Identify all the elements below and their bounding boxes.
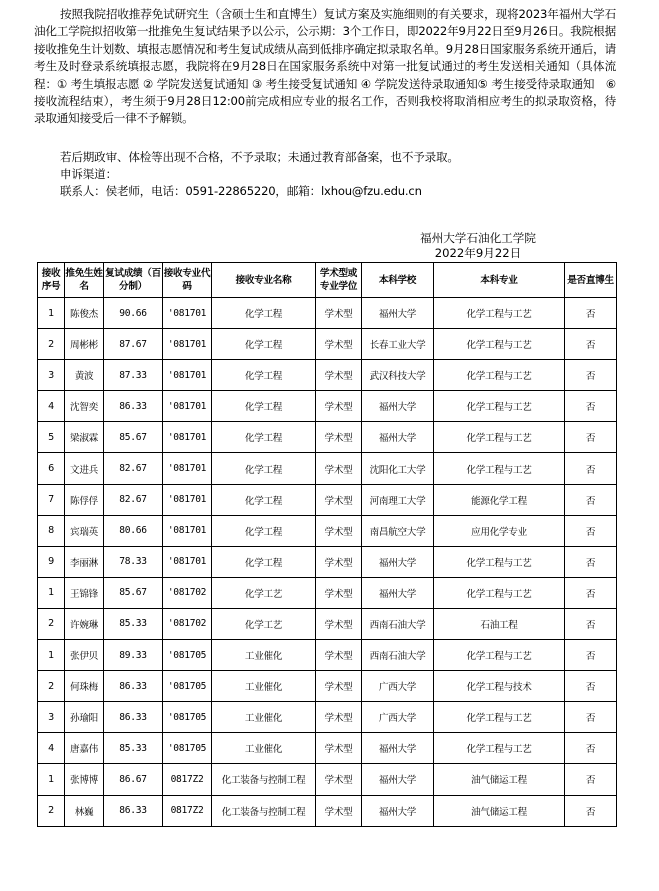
seq-cell: 4 (38, 391, 65, 422)
type-cell: 学术型 (316, 795, 362, 826)
direct-phd-cell: 否 (565, 764, 617, 795)
name-cell: 孙瑜阳 (65, 702, 104, 733)
direct-phd-cell: 否 (565, 298, 617, 329)
score-cell: 86.33 (104, 795, 163, 826)
undergrad-major-cell: 石油工程 (434, 608, 565, 639)
table-row (38, 422, 617, 453)
direct-phd-cell: 否 (565, 577, 617, 608)
direct-phd-cell: 否 (565, 391, 617, 422)
undergrad-major-cell: 化学工程与工艺 (434, 546, 565, 577)
score-cell: 80.66 (104, 515, 163, 546)
code-cell: '081705 (163, 733, 212, 764)
col-name-header: 推免生姓名 (65, 263, 104, 298)
name-cell: 林巍 (65, 795, 104, 826)
table-row (38, 702, 617, 733)
type-cell: 学术型 (316, 702, 362, 733)
undergrad-major-cell: 化学工程与工艺 (434, 733, 565, 764)
undergrad-major-cell: 化学工程与工艺 (434, 577, 565, 608)
name-cell: 许婉琳 (65, 608, 104, 639)
code-cell: '081705 (163, 671, 212, 702)
school-cell: 福州大学 (362, 764, 434, 795)
undergrad-major-cell: 化学工程与工艺 (434, 702, 565, 733)
undergrad-major-cell: 化学工程与工艺 (434, 453, 565, 484)
school-cell: 福州大学 (362, 577, 434, 608)
col-school-header: 本科学校 (362, 263, 434, 298)
table-row (38, 671, 617, 702)
seq-cell: 2 (38, 795, 65, 826)
code-cell: '081702 (163, 608, 212, 639)
type-cell: 学术型 (316, 608, 362, 639)
school-cell: 西南石油大学 (362, 608, 434, 639)
score-cell: 89.33 (104, 640, 163, 671)
type-cell: 学术型 (316, 422, 362, 453)
seq-cell: 7 (38, 484, 65, 515)
major-cell: 化学工程 (212, 453, 316, 484)
notice-paragraph-main: 按照我院招收推荐免试研究生（含硕士生和直博生）复试方案及实施细则的有关要求，现将2023年福州大学石油化工学院拟招收第一批推免生复试结果予以公示，公示期：3个工作日，即2022年9月22日至9月26日。我院根据接收推免生计划数、填报志愿情况和考生复试成绩从高到低排序确定拟录取名单。9月28日国家服务系统开通后，请考生及时登录系统填报志愿，我院将在9月28日在国家服务系统中对第一批复试通过的考生发送相关通知（具体流程：① 考生填报志愿 ② 学院发送复试通知 ③ 考生接受复试通知 ④ 学院发送待录取通知⑤ 考生接受待录取通知 ⑥接收流程结束），考生须于9月28日12:00前完成相应专业的报名工作，否则我校将取消相应考生的拟录取资格，待录取通知接受后一律不予解锁。 (34, 7, 616, 126)
name-cell: 黄波 (65, 360, 104, 391)
type-cell: 学术型 (316, 577, 362, 608)
score-cell: 86.33 (104, 671, 163, 702)
major-cell: 化工装备与控制工程 (212, 795, 316, 826)
col-code-header: 接收专业代码 (163, 263, 212, 298)
direct-phd-cell: 否 (565, 733, 617, 764)
score-cell: 87.67 (104, 329, 163, 360)
school-cell: 福州大学 (362, 733, 434, 764)
signature-date: 2022年9月22日 (434, 246, 522, 260)
name-cell: 张博博 (65, 764, 104, 795)
seq-cell: 9 (38, 546, 65, 577)
name-cell: 文进兵 (65, 453, 104, 484)
major-cell: 化学工艺 (212, 608, 316, 639)
code-cell: 0817Z2 (163, 764, 212, 795)
table-row (38, 391, 617, 422)
undergrad-major-cell: 化学工程与工艺 (434, 640, 565, 671)
direct-phd-cell: 否 (565, 484, 617, 515)
signature-org: 福州大学石油化工学院 (420, 231, 536, 245)
name-cell: 唐嘉伟 (65, 733, 104, 764)
school-cell: 西南石油大学 (362, 640, 434, 671)
score-cell: 86.33 (104, 702, 163, 733)
name-cell: 王锦锋 (65, 577, 104, 608)
table-row (38, 577, 617, 608)
undergrad-major-cell: 油气储运工程 (434, 764, 565, 795)
results-table (37, 262, 617, 827)
table-row (38, 298, 617, 329)
school-cell: 南昌航空大学 (362, 515, 434, 546)
score-cell: 85.33 (104, 733, 163, 764)
table-row (38, 329, 617, 360)
table-row (38, 733, 617, 764)
seq-cell: 1 (38, 298, 65, 329)
major-cell: 化学工程 (212, 391, 316, 422)
col-seq-header: 接收序号 (38, 263, 65, 298)
major-cell: 化学工程 (212, 329, 316, 360)
code-cell: '081702 (163, 577, 212, 608)
type-cell: 学术型 (316, 329, 362, 360)
direct-phd-cell: 否 (565, 795, 617, 826)
direct-phd-cell: 否 (565, 329, 617, 360)
col-score-header: 复试成绩（百分制） (104, 263, 163, 298)
school-cell: 福州大学 (362, 546, 434, 577)
undergrad-major-cell: 化学工程与工艺 (434, 298, 565, 329)
table-row (38, 515, 617, 546)
col-undergrad-major-header: 本科专业 (434, 263, 565, 298)
major-cell: 工业催化 (212, 702, 316, 733)
code-cell: '081701 (163, 453, 212, 484)
major-cell: 化学工程 (212, 298, 316, 329)
score-cell: 87.33 (104, 360, 163, 391)
type-cell: 学术型 (316, 453, 362, 484)
seq-cell: 2 (38, 329, 65, 360)
school-cell: 广西大学 (362, 671, 434, 702)
undergrad-major-cell: 化学工程与工艺 (434, 422, 565, 453)
code-cell: '081705 (163, 702, 212, 733)
name-cell: 李丽淋 (65, 546, 104, 577)
type-cell: 学术型 (316, 391, 362, 422)
seq-cell: 3 (38, 360, 65, 391)
seq-cell: 3 (38, 702, 65, 733)
direct-phd-cell: 否 (565, 702, 617, 733)
table-row (38, 484, 617, 515)
seq-cell: 5 (38, 422, 65, 453)
major-cell: 化学工程 (212, 422, 316, 453)
seq-cell: 1 (38, 577, 65, 608)
direct-phd-cell: 否 (565, 515, 617, 546)
table-row (38, 360, 617, 391)
code-cell: '081701 (163, 360, 212, 391)
name-cell: 张伊贝 (65, 640, 104, 671)
type-cell: 学术型 (316, 764, 362, 795)
undergrad-major-cell: 油气储运工程 (434, 795, 565, 826)
undergrad-major-cell: 化学工程与工艺 (434, 391, 565, 422)
type-cell: 学术型 (316, 484, 362, 515)
name-cell: 陈俊杰 (65, 298, 104, 329)
direct-phd-cell: 否 (565, 546, 617, 577)
score-cell: 82.67 (104, 484, 163, 515)
school-cell: 武汉科技大学 (362, 360, 434, 391)
school-cell: 河南理工大学 (362, 484, 434, 515)
undergrad-major-cell: 化学工程与工艺 (434, 329, 565, 360)
major-cell: 化学工程 (212, 360, 316, 391)
type-cell: 学术型 (316, 671, 362, 702)
name-cell: 宾瑞英 (65, 515, 104, 546)
major-cell: 化工装备与控制工程 (212, 764, 316, 795)
table-row (38, 546, 617, 577)
school-cell: 广西大学 (362, 702, 434, 733)
type-cell: 学术型 (316, 546, 362, 577)
table-row (38, 795, 617, 826)
major-cell: 工业催化 (212, 671, 316, 702)
major-cell: 化学工程 (212, 484, 316, 515)
seq-cell: 2 (38, 671, 65, 702)
table-row (38, 608, 617, 639)
code-cell: '081701 (163, 515, 212, 546)
school-cell: 福州大学 (362, 298, 434, 329)
score-cell: 85.33 (104, 608, 163, 639)
table-row (38, 764, 617, 795)
score-cell: 82.67 (104, 453, 163, 484)
school-cell: 长春工业大学 (362, 329, 434, 360)
table-row (38, 640, 617, 671)
code-cell: '081701 (163, 329, 212, 360)
col-type-header: 学术型或专业学位 (316, 263, 362, 298)
score-cell: 86.67 (104, 764, 163, 795)
seq-cell: 4 (38, 733, 65, 764)
name-cell: 陈俘俘 (65, 484, 104, 515)
major-cell: 化学工程 (212, 515, 316, 546)
major-cell: 化学工程 (212, 546, 316, 577)
undergrad-major-cell: 能源化学工程 (434, 484, 565, 515)
code-cell: '081705 (163, 640, 212, 671)
score-cell: 90.66 (104, 298, 163, 329)
code-cell: '081701 (163, 298, 212, 329)
seq-cell: 1 (38, 640, 65, 671)
score-cell: 86.33 (104, 391, 163, 422)
score-cell: 85.67 (104, 422, 163, 453)
col-major-header: 接收专业名称 (212, 263, 316, 298)
undergrad-major-cell: 化学工程与技术 (434, 671, 565, 702)
type-cell: 学术型 (316, 298, 362, 329)
name-cell: 梁淑霖 (65, 422, 104, 453)
direct-phd-cell: 否 (565, 422, 617, 453)
notice-contact: 联系人：侯老师，电话：0591-22865220，邮箱：lxhou@fzu.edu.cn (60, 184, 422, 198)
school-cell: 沈阳化工大学 (362, 453, 434, 484)
type-cell: 学术型 (316, 360, 362, 391)
seq-cell: 8 (38, 515, 65, 546)
notice-appeal-channel: 申诉渠道： (60, 167, 117, 181)
code-cell: '081701 (163, 422, 212, 453)
school-cell: 福州大学 (362, 391, 434, 422)
seq-cell: 1 (38, 764, 65, 795)
direct-phd-cell: 否 (565, 671, 617, 702)
school-cell: 福州大学 (362, 422, 434, 453)
code-cell: '081701 (163, 484, 212, 515)
undergrad-major-cell: 应用化学专业 (434, 515, 565, 546)
type-cell: 学术型 (316, 733, 362, 764)
table-header-row (38, 263, 617, 298)
code-cell: '081701 (163, 546, 212, 577)
code-cell: '081701 (163, 391, 212, 422)
school-cell: 福州大学 (362, 795, 434, 826)
direct-phd-cell: 否 (565, 360, 617, 391)
undergrad-major-cell: 化学工程与工艺 (434, 360, 565, 391)
table-row (38, 453, 617, 484)
name-cell: 何珠梅 (65, 671, 104, 702)
notice-paragraph-conditions: 若后期政审、体检等出现不合格，不予录取；未通过教育部备案，也不予录取。 (60, 150, 459, 164)
direct-phd-cell: 否 (565, 640, 617, 671)
col-direct-phd-header: 是否直博生 (565, 263, 617, 298)
name-cell: 沈智奕 (65, 391, 104, 422)
score-cell: 78.33 (104, 546, 163, 577)
seq-cell: 2 (38, 608, 65, 639)
type-cell: 学术型 (316, 515, 362, 546)
major-cell: 工业催化 (212, 640, 316, 671)
major-cell: 工业催化 (212, 733, 316, 764)
direct-phd-cell: 否 (565, 608, 617, 639)
name-cell: 周彬彬 (65, 329, 104, 360)
score-cell: 85.67 (104, 577, 163, 608)
seq-cell: 6 (38, 453, 65, 484)
direct-phd-cell: 否 (565, 453, 617, 484)
major-cell: 化学工艺 (212, 577, 316, 608)
type-cell: 学术型 (316, 640, 362, 671)
code-cell: 0817Z2 (163, 795, 212, 826)
